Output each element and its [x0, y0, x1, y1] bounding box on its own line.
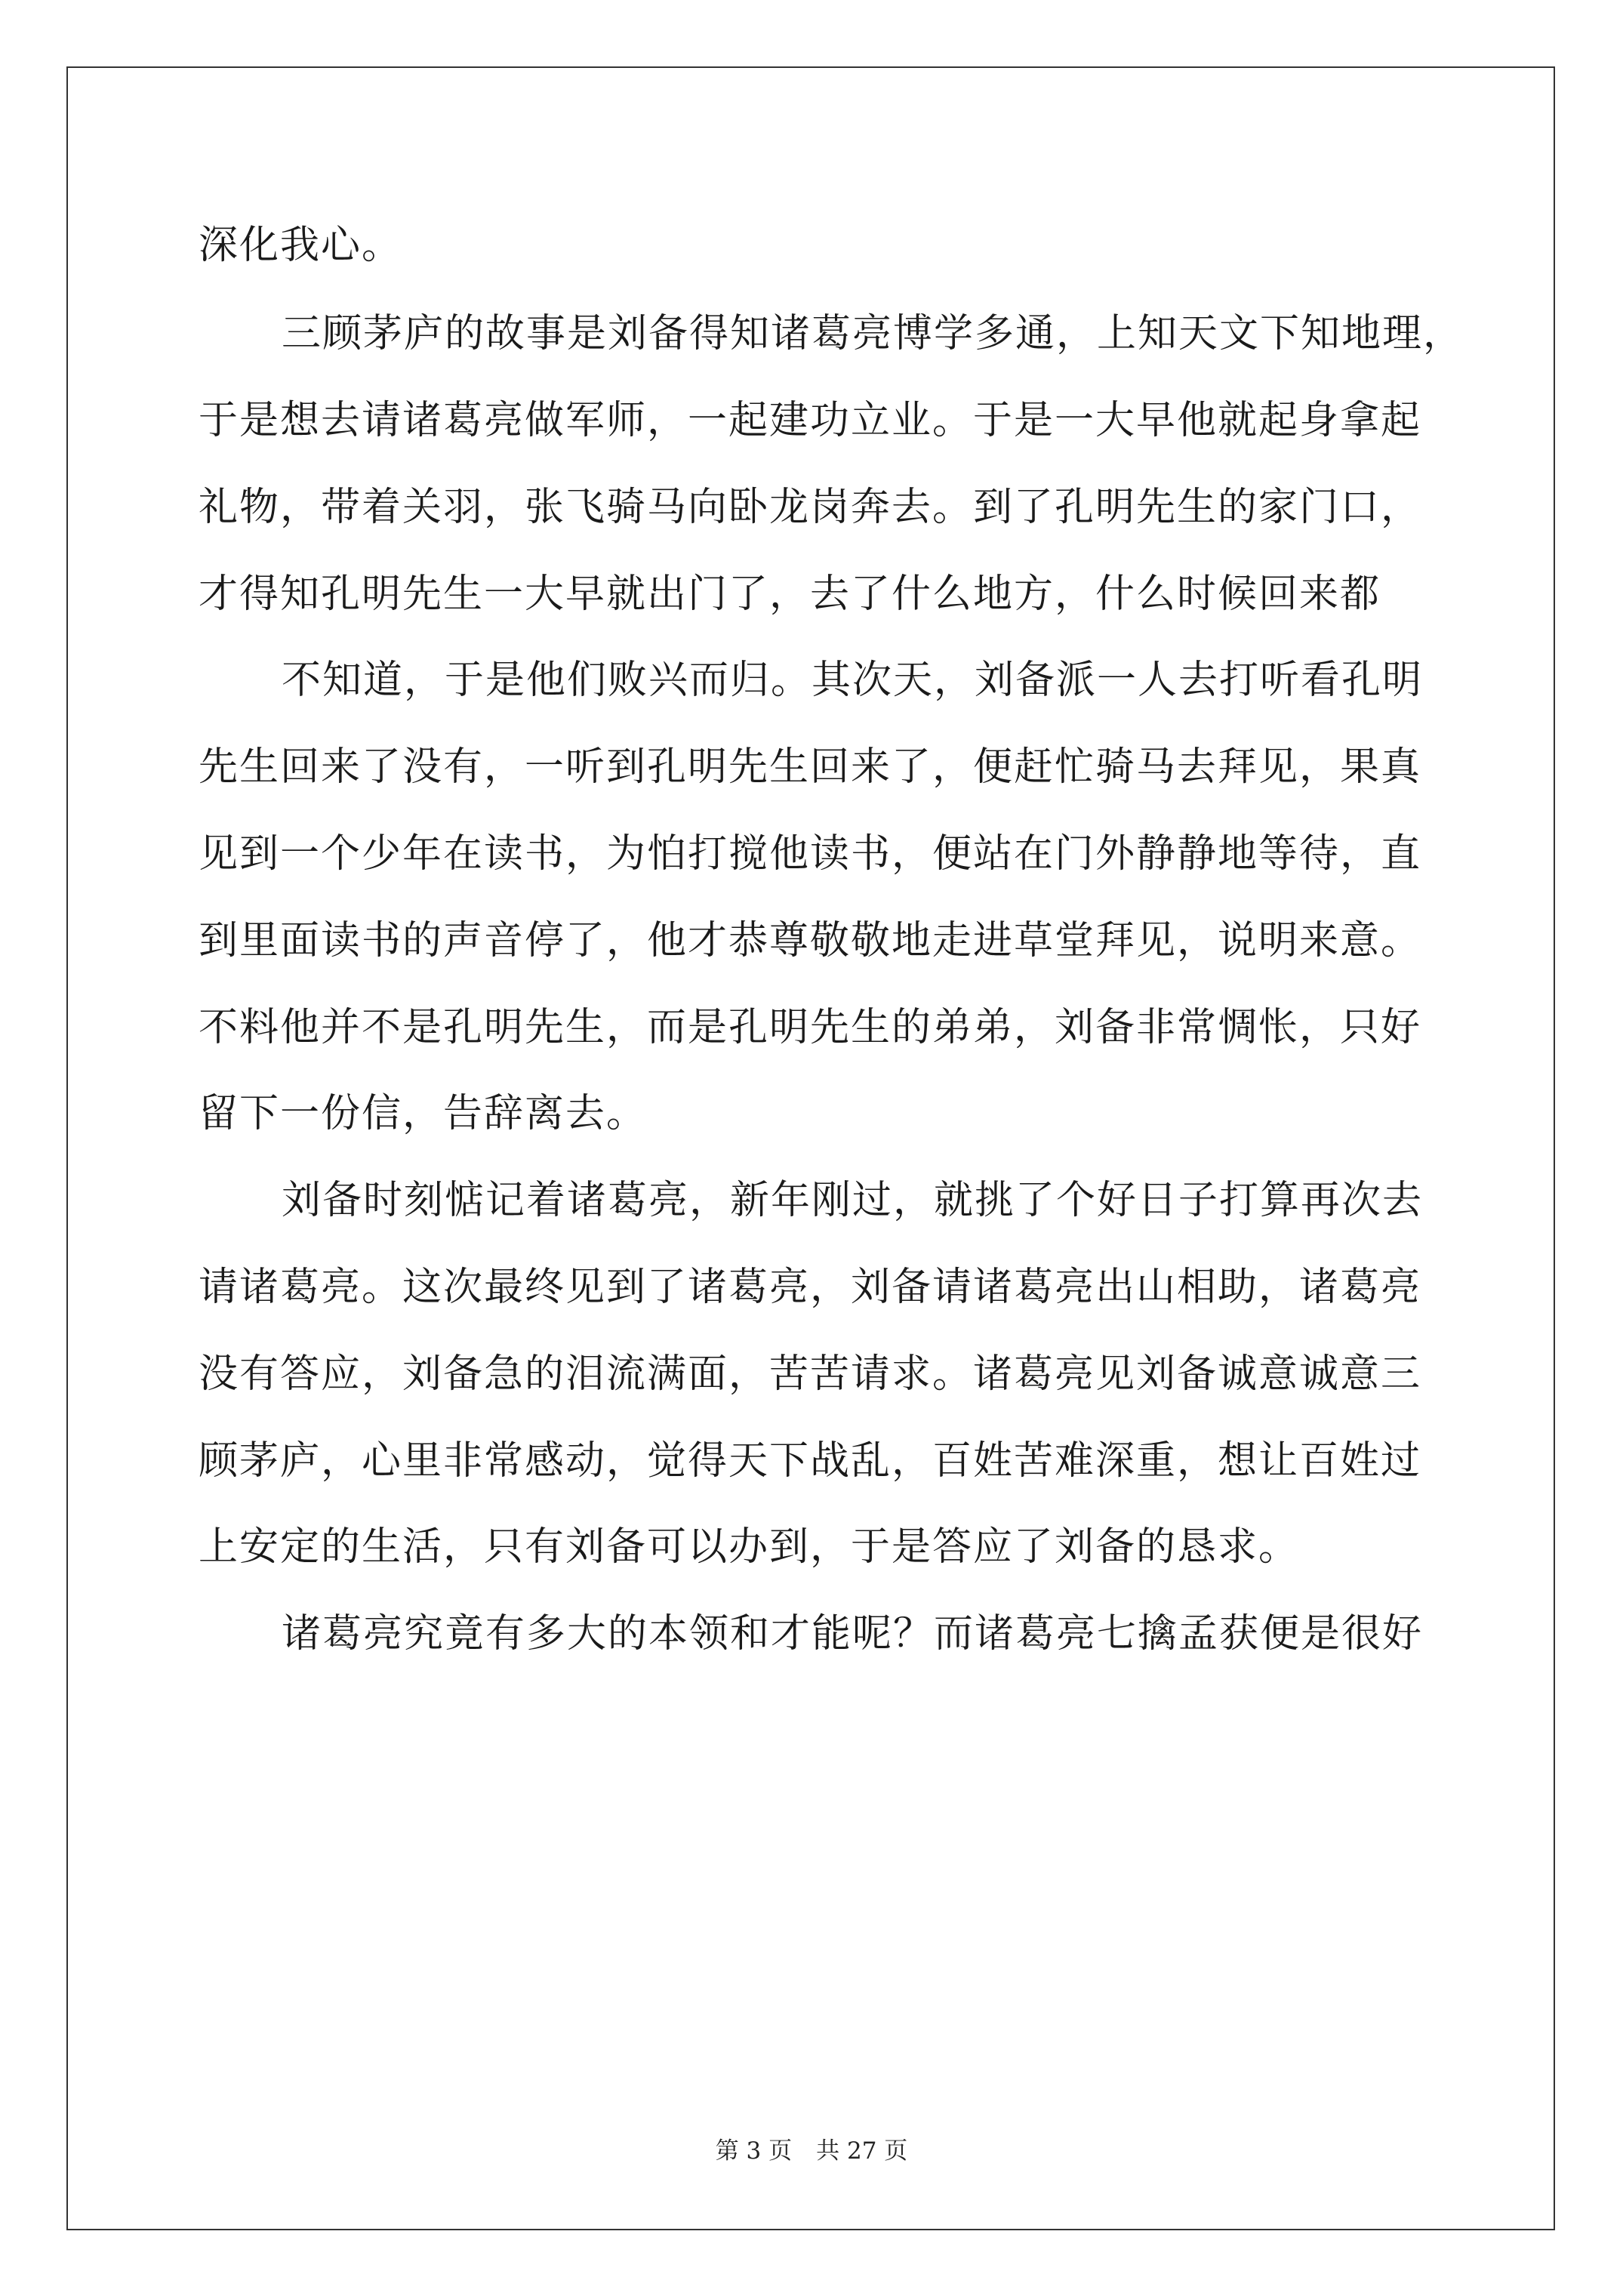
paragraph-start-line: 不知道，于是他们败兴而归。其次天，刘备派一人去打听看孔明 [282, 658, 1424, 703]
page-number: 第 3 页 [715, 2137, 793, 2165]
text-line: 到里面读书的声音停了，他才恭尊敬敬地走进草堂拜见，说明来意。 [199, 918, 1422, 963]
paragraph-start-line: 刘备时刻惦记着诸葛亮，新年刚过，就挑了个好日子打算再次去 [282, 1178, 1424, 1223]
text-line: 不料他并不是孔明先生，而是孔明先生的弟弟，刘备非常惆怅，只好 [199, 1005, 1422, 1050]
text-line: 没有答应，刘备急的泪流满面，苦苦请求。诸葛亮见刘备诚意诚意三 [199, 1351, 1422, 1397]
text-line: 才得知孔明先生一大早就出门了，去了什么地方，什么时候回来都 [199, 572, 1381, 617]
text-line: 礼物，带着关羽，张飞骑马向卧龙岗奔去。到了孔明先生的家门口， [199, 485, 1422, 530]
text-line: 深化我心。 [199, 223, 403, 268]
paragraph-start-line: 诸葛亮究竟有多大的本领和才能呢？而诸葛亮七擒孟获便是很好 [282, 1611, 1424, 1657]
paragraph-start-line: 三顾茅庐的故事是刘备得知诸葛亮博学多通，上知天文下知地理， [282, 311, 1464, 356]
text-line: 见到一个少年在读书，为怕打搅他读书，便站在门外静静地等待，直 [199, 831, 1422, 877]
text-line: 顾茅庐，心里非常感动，觉得天下战乱，百姓苦难深重，想让百姓过 [199, 1438, 1422, 1484]
text-line: 请诸葛亮。这次最终见到了诸葛亮，刘备请诸葛亮出山相助，诸葛亮 [199, 1265, 1422, 1310]
page-total: 共 27 页 [816, 2137, 908, 2165]
page-footer [0, 2131, 1623, 2165]
text-line: 于是想去请诸葛亮做军师，一起建功立业。于是一大早他就起身拿起 [199, 398, 1422, 443]
text-line: 先生回来了没有，一听到孔明先生回来了，便赶忙骑马去拜见，果真 [199, 744, 1422, 790]
text-line: 留下一份信，告辞离去。 [199, 1091, 648, 1136]
text-line: 上安定的生活，只有刘备可以办到，于是答应了刘备的恳求。 [199, 1524, 1300, 1570]
page-border [66, 66, 1555, 2230]
